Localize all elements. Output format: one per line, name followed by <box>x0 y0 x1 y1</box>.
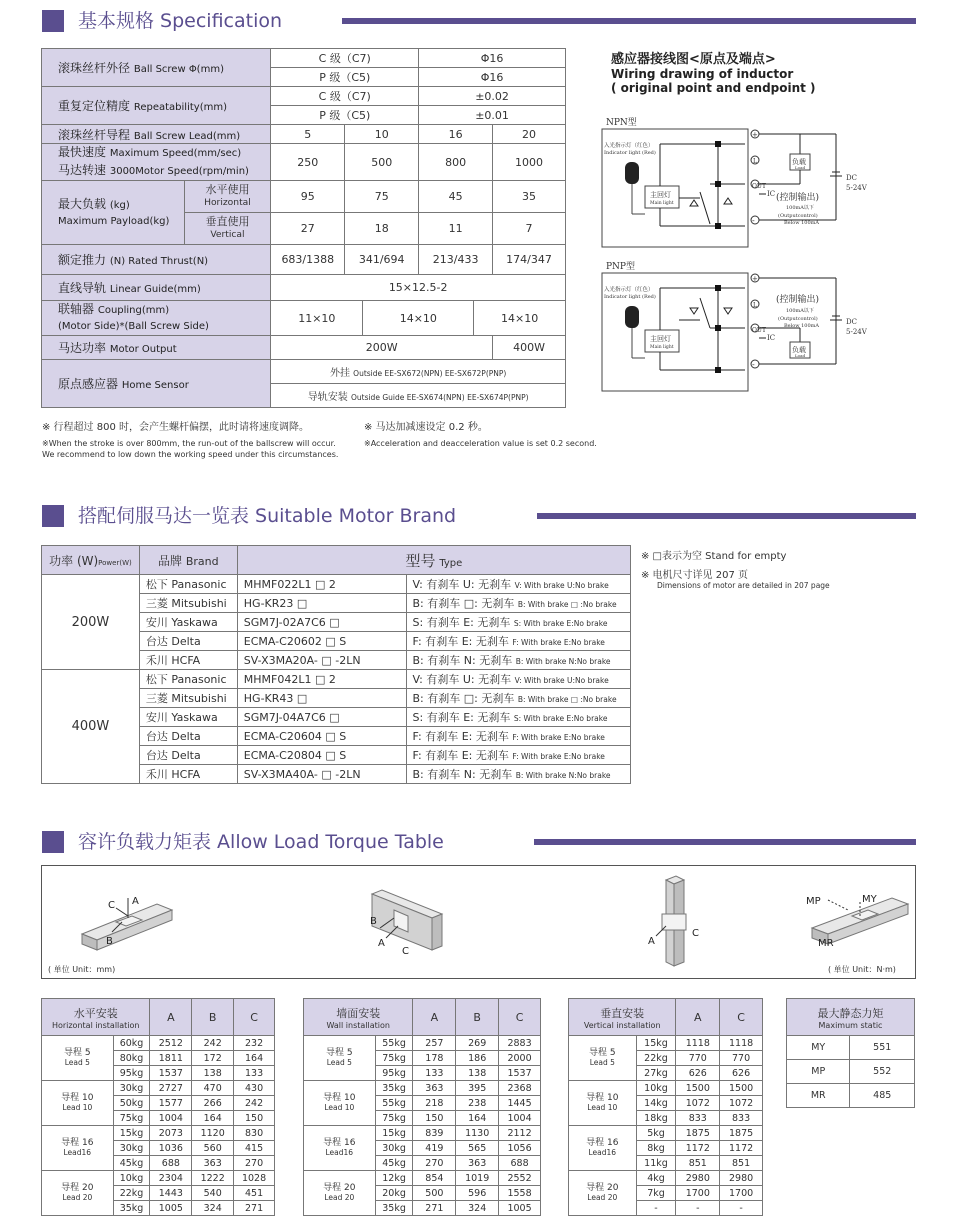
torque-value: 242 <box>192 1036 234 1051</box>
torque-value: 242 <box>234 1096 275 1111</box>
load-cell: 12kg <box>375 1171 413 1186</box>
torque-value: 1120 <box>192 1126 234 1141</box>
svg-text:MP: MP <box>806 896 821 907</box>
brand-cell: 松下 Panasonic <box>139 670 237 689</box>
brake-cell: V: 有刹车 U: 无刹车 V: With brake U:No brake <box>406 670 630 689</box>
svg-text:DC: DC <box>846 318 857 326</box>
svg-text:5-24V: 5-24V <box>846 328 867 336</box>
svg-text:(Outputcontrol): (Outputcontrol) <box>778 316 818 322</box>
brake-cell: F: 有刹车 E: 无刹车 F: With brake E:No brake <box>406 632 630 651</box>
svg-text:Below 100mA: Below 100mA <box>784 220 820 226</box>
motor-section-header <box>42 505 916 535</box>
torque-value: 1875 <box>720 1126 763 1141</box>
model-cell: SGM7J-04A7C6 □ <box>237 708 406 727</box>
svg-text:Main light: Main light <box>650 201 674 206</box>
brand-header: 品牌 Brand <box>139 546 237 575</box>
torque-value: 1036 <box>150 1141 192 1156</box>
svg-text:Below 100mA: Below 100mA <box>784 323 820 329</box>
model-cell: ECMA-C20604 □ S <box>237 727 406 746</box>
torque-value: 164 <box>234 1051 275 1066</box>
lead-cell: 导程 16 Lead16 <box>42 1126 114 1171</box>
load-diagram-panel <box>41 865 916 979</box>
load-cell: 30kg <box>375 1141 413 1156</box>
svg-text:-: - <box>752 360 755 369</box>
torque-value: 1004 <box>499 1111 541 1126</box>
section-title: 搭配伺服马达一览表 Suitable Motor Brand <box>78 505 457 527</box>
svg-text:OUT: OUT <box>752 327 766 334</box>
section-marker <box>42 831 64 853</box>
brake-cell: S: 有刹车 E: 无刹车 S: With brake E:No brake <box>406 613 630 632</box>
torque-section-header <box>42 831 916 861</box>
svg-text:C: C <box>402 946 409 957</box>
svg-text:Main light: Main light <box>650 345 674 350</box>
load-cell: 75kg <box>375 1111 413 1126</box>
moment-value: 485 <box>850 1084 915 1108</box>
horizontal-label: 水平使用 Horizontal <box>184 181 271 213</box>
torque-row <box>304 1171 541 1186</box>
motor-row <box>42 670 631 689</box>
torque-value: 1072 <box>676 1096 720 1111</box>
repeatability-label: 重复定位精度 Repeatability(mm) <box>42 87 271 125</box>
guide-label: 直线导轨 Linear Guide(mm) <box>42 275 271 301</box>
brake-cell: F: 有刹车 E: 无刹车 F: With brake E:No brake <box>406 727 630 746</box>
motor-brand-table <box>41 545 631 784</box>
torque-value: 1072 <box>720 1096 763 1111</box>
torque-value: 218 <box>413 1096 456 1111</box>
torque-value: - <box>720 1201 763 1216</box>
section-title: 容许负载力矩表 Allow Load Torque Table <box>78 831 444 853</box>
torque-value: 451 <box>234 1186 275 1201</box>
torque-value: 1056 <box>499 1141 541 1156</box>
svg-text:B: B <box>370 916 377 927</box>
svg-text:MY: MY <box>862 894 877 905</box>
model-cell: HG-KR43 □ <box>237 689 406 708</box>
torque-value: 1019 <box>456 1171 499 1186</box>
svg-text:OUT: OUT <box>752 183 766 190</box>
svg-text:L: L <box>753 158 757 165</box>
torque-value: 1537 <box>150 1066 192 1081</box>
svg-text:( 单位 Unit：mm): ( 单位 Unit：mm) <box>48 965 116 974</box>
moment-value: 551 <box>850 1036 915 1060</box>
lead-cell: 导程 20 Lead 20 <box>569 1171 637 1216</box>
svg-text:入光指示灯（红色）: 入光指示灯（红色） <box>604 287 654 293</box>
torque-value: 2000 <box>499 1051 541 1066</box>
brand-cell: 三菱 Mitsubishi <box>139 594 237 613</box>
brand-cell: 松下 Panasonic <box>139 575 237 594</box>
vertical-label: 垂直使用 Vertical <box>184 213 271 245</box>
svg-text:(控制输出): (控制输出) <box>776 193 820 203</box>
load-cell: 15kg <box>375 1126 413 1141</box>
moment-name: MR <box>787 1084 850 1108</box>
torque-value: 1811 <box>150 1051 192 1066</box>
load-diagrams <box>42 866 915 978</box>
torque-value: 1222 <box>192 1171 234 1186</box>
brake-cell: B: 有刹车 □: 无刹车 B: With brake □ :No brake <box>406 594 630 613</box>
torque-value: 363 <box>413 1081 456 1096</box>
torque-value: 596 <box>456 1186 499 1201</box>
brand-cell: 安川 Yaskawa <box>139 708 237 727</box>
torque-value: 839 <box>413 1126 456 1141</box>
svg-text:B: B <box>106 936 113 947</box>
section-divider <box>534 839 916 845</box>
model-cell: HG-KR23 □ <box>237 594 406 613</box>
svg-text:Load: Load <box>795 353 806 358</box>
brand-cell: 台达 Delta <box>139 632 237 651</box>
moment-name: MP <box>787 1060 850 1084</box>
lead-cell: 导程 5 Lead 5 <box>42 1036 114 1081</box>
wall-torque-table: 墙面安装 Wall installation A B C 导程 5 Lead 5 55kg 257 269 2883 75kg 178 186 2000 95kg 133 138 1537 导程 10 Lead 10 35kg 363 395 2368 55kg 218 238 1445 75kg 150 164 1004 导程 16 Lead16 15kg 839 1130 2112 30kg 419 565 1056 45kg 270 363 688 导程 20 Lead 20 12kg 854 1019 2552 20kg 500 596 1558 35kg 271 324 1005 <box>303 998 541 1216</box>
coupling-label: 联轴器 Coupling(mm) (Motor Side)*(Ball Screw Side) <box>42 301 271 336</box>
speed-label: 最快速度 Maximum Speed(mm/sec) 马达转速 3000Motor Speed(rpm/min) <box>42 144 271 181</box>
static-row <box>787 1036 915 1060</box>
torque-value: 1118 <box>676 1036 720 1051</box>
torque-row <box>569 1171 763 1186</box>
torque-value: 540 <box>192 1186 234 1201</box>
moment-name: MY <box>787 1036 850 1060</box>
vertical-mount-illustration <box>648 876 699 966</box>
svg-text:+: + <box>752 131 758 139</box>
note-accel-en: ※Acceleration and deacceleration value is set 0.2 second. <box>364 439 597 448</box>
torque-value: 688 <box>499 1156 541 1171</box>
model-cell: MHMF022L1 □ 2 <box>237 575 406 594</box>
torque-value: 1558 <box>499 1186 541 1201</box>
static-row <box>787 1060 915 1084</box>
wiring-title: 感应器接线图<原点及端点> Wiring drawing of inductor ( original point and endpoint ) <box>611 52 816 95</box>
torque-row <box>569 1081 763 1096</box>
pnp-wiring-diagram <box>600 258 870 398</box>
load-cell: 11kg <box>636 1156 676 1171</box>
load-cell: 35kg <box>113 1201 150 1216</box>
torque-value: 271 <box>234 1201 275 1216</box>
brake-cell: B: 有刹车 N: 无刹车 B: With brake N:No brake <box>406 651 630 670</box>
lead-cell: 导程 20 Lead 20 <box>42 1171 114 1216</box>
torque-row <box>569 1126 763 1141</box>
torque-value: 1700 <box>676 1186 720 1201</box>
lead-cell: 导程 5 Lead 5 <box>569 1036 637 1081</box>
model-cell: ECMA-C20602 □ S <box>237 632 406 651</box>
brake-cell: B: 有刹车 □: 无刹车 B: With brake □ :No brake <box>406 689 630 708</box>
brake-cell: S: 有刹车 E: 无刹车 S: With brake E:No brake <box>406 708 630 727</box>
torque-value: 172 <box>192 1051 234 1066</box>
load-cell: 35kg <box>375 1081 413 1096</box>
power-cell: 200W <box>42 575 140 670</box>
torque-value: 1500 <box>720 1081 763 1096</box>
torque-value: 257 <box>413 1036 456 1051</box>
thrust-label: 额定推力 (N) Rated Thrust(N) <box>42 245 271 275</box>
torque-value: 363 <box>192 1156 234 1171</box>
wall-mount-illustration <box>370 890 442 957</box>
horizontal-torque-table: 水平安装 Horizontal installation A B C 导程 5 Lead 5 60kg 2512 242 232 80kg 1811 172 164 95kg 1537 138 133 导程 10 Lead 10 30kg 2727 470 430 50kg 1577 266 242 75kg 1004 164 150 导程 16 Lead16 15kg 2073 1120 830 30kg 1036 560 415 45kg 688 363 270 导程 20 Lead 20 10kg 2304 1222 1028 22kg 1443 540 451 35kg 1005 324 271 <box>41 998 275 1216</box>
load-cell: 15kg <box>113 1126 150 1141</box>
torque-value: 133 <box>413 1066 456 1081</box>
torque-value: 851 <box>720 1156 763 1171</box>
svg-text:MR: MR <box>818 938 834 949</box>
lead-cell: 导程 16 Lead16 <box>569 1126 637 1171</box>
svg-text:L: L <box>753 302 757 309</box>
torque-value: 2980 <box>676 1171 720 1186</box>
torque-value: 419 <box>413 1141 456 1156</box>
torque-value: 324 <box>192 1201 234 1216</box>
svg-text:A: A <box>648 936 655 947</box>
model-cell: SV-X3MA20A- □ -2LN <box>237 651 406 670</box>
model-cell: ECMA-C20804 □ S <box>237 746 406 765</box>
torque-row <box>304 1126 541 1141</box>
brake-cell: F: 有刹车 E: 无刹车 F: With brake E:No brake <box>406 746 630 765</box>
torque-value: 269 <box>456 1036 499 1051</box>
power-header: 功率 (W)Power(W) <box>42 546 140 575</box>
load-cell: 18kg <box>636 1111 676 1126</box>
torque-value: 1005 <box>150 1201 192 1216</box>
load-cell: 55kg <box>375 1096 413 1111</box>
brand-cell: 禾川 HCFA <box>139 651 237 670</box>
torque-value: 238 <box>456 1096 499 1111</box>
brand-cell: 安川 Yaskawa <box>139 613 237 632</box>
torque-value: 2512 <box>150 1036 192 1051</box>
svg-text:(控制输出): (控制输出) <box>776 295 820 305</box>
torque-value: 1005 <box>499 1201 541 1216</box>
svg-text:负载: 负载 <box>792 346 806 354</box>
torque-value: 1028 <box>234 1171 275 1186</box>
torque-value: 1537 <box>499 1066 541 1081</box>
load-cell: 30kg <box>113 1081 150 1096</box>
torque-value: 324 <box>456 1201 499 1216</box>
section-divider <box>537 513 916 519</box>
moment-illustration <box>806 894 908 949</box>
svg-text:入光指示灯（红色）: 入光指示灯（红色） <box>604 143 654 149</box>
svg-text:+: + <box>752 275 758 283</box>
load-cell: 22kg <box>636 1051 676 1066</box>
torque-value: 2980 <box>720 1171 763 1186</box>
torque-value: 833 <box>676 1111 720 1126</box>
torque-row <box>42 1126 275 1141</box>
torque-value: 770 <box>676 1051 720 1066</box>
torque-value: 688 <box>150 1156 192 1171</box>
svg-text:Load: Load <box>795 165 806 170</box>
model-cell: SGM7J-02A7C6 □ <box>237 613 406 632</box>
note-accel-cn: ※ 马达加减速设定 0.2 秒。 <box>364 422 488 433</box>
home-sensor-label: 原点感应器 Home Sensor <box>42 360 271 408</box>
torque-value: 138 <box>456 1066 499 1081</box>
npn-wiring-diagram <box>600 114 870 254</box>
torque-value: 363 <box>456 1156 499 1171</box>
torque-value: 854 <box>413 1171 456 1186</box>
lead-label: 滚珠丝杆导程 Ball Screw Lead(mm) <box>42 125 271 144</box>
note-stroke-en2: We recommend to low down the working speed under this circumstances. <box>42 450 339 459</box>
torque-value: 138 <box>192 1066 234 1081</box>
vertical-torque-table: 垂直安装 Vertical installation A C 导程 5 Lead 5 15kg 1118 1118 22kg 770 770 27kg 626 626 导程 10 Lead 10 10kg 1500 1500 14kg 1072 1072 18kg 833 833 导程 16 Lead16 5kg 1875 1875 8kg 1172 1172 11kg 851 851 导程 20 Lead 20 4kg 2980 2980 7kg 1700 1700 - - - <box>568 998 763 1216</box>
section-marker <box>42 505 64 527</box>
torque-value: 2883 <box>499 1036 541 1051</box>
torque-value: 626 <box>720 1066 763 1081</box>
note-stroke-cn: ※ 行程超过 800 时，会产生螺杆偏摆，此时请将速度调降。 <box>42 422 310 433</box>
torque-value: 1875 <box>676 1126 720 1141</box>
horizontal-mount-illustration <box>82 896 172 950</box>
svg-text:100mA以下: 100mA以下 <box>786 205 814 211</box>
load-cell: 10kg <box>113 1171 150 1186</box>
load-cell: 95kg <box>375 1066 413 1081</box>
torque-value: 186 <box>456 1051 499 1066</box>
torque-row <box>42 1171 275 1186</box>
section-divider <box>342 18 916 24</box>
torque-value: 1500 <box>676 1081 720 1096</box>
torque-value: 1577 <box>150 1096 192 1111</box>
load-cell: 50kg <box>113 1096 150 1111</box>
motor-row <box>42 575 631 594</box>
brand-cell: 三菱 Mitsubishi <box>139 689 237 708</box>
npn-label: NPN型 <box>606 118 637 128</box>
torque-value: 271 <box>413 1201 456 1216</box>
torque-value: 164 <box>192 1111 234 1126</box>
load-cell: - <box>636 1201 676 1216</box>
torque-row <box>569 1036 763 1051</box>
model-cell: SV-X3MA40A- □ -2LN <box>237 765 406 784</box>
spec-section-header <box>42 10 916 40</box>
static-moment-table: 最大静态力矩 Maximum static MY 551 MP 552 MR 485 <box>786 998 915 1108</box>
torque-row <box>42 1036 275 1051</box>
lead-cell: 导程 10 Lead 10 <box>304 1081 376 1126</box>
type-header: 型号 Type <box>237 546 630 575</box>
torque-value: 150 <box>413 1111 456 1126</box>
lead-cell: 导程 10 Lead 10 <box>42 1081 114 1126</box>
torque-value: 2727 <box>150 1081 192 1096</box>
torque-value: 133 <box>234 1066 275 1081</box>
load-cell: 15kg <box>636 1036 676 1051</box>
section-title: 基本规格 Specification <box>78 10 283 32</box>
torque-value: 2112 <box>499 1126 541 1141</box>
svg-text:DC: DC <box>846 174 857 182</box>
torque-value: 770 <box>720 1051 763 1066</box>
load-cell: 60kg <box>113 1036 150 1051</box>
load-cell: 8kg <box>636 1141 676 1156</box>
torque-value: 2552 <box>499 1171 541 1186</box>
torque-value: 2368 <box>499 1081 541 1096</box>
load-cell: 7kg <box>636 1186 676 1201</box>
svg-text:100mA以下: 100mA以下 <box>786 308 814 314</box>
torque-value: 2073 <box>150 1126 192 1141</box>
svg-text:A: A <box>132 896 139 907</box>
torque-value: 851 <box>676 1156 720 1171</box>
lead-cell: 导程 16 Lead16 <box>304 1126 376 1171</box>
lead-cell: 导程 5 Lead 5 <box>304 1036 376 1081</box>
svg-text:-: - <box>752 216 755 225</box>
torque-value: 150 <box>234 1111 275 1126</box>
svg-text:主回灯: 主回灯 <box>650 335 671 343</box>
svg-text:A: A <box>378 938 385 949</box>
load-cell: 45kg <box>113 1156 150 1171</box>
brand-cell: 禾川 HCFA <box>139 765 237 784</box>
load-cell: 80kg <box>113 1051 150 1066</box>
load-cell: 5kg <box>636 1126 676 1141</box>
load-cell: 55kg <box>375 1036 413 1051</box>
load-cell: 30kg <box>113 1141 150 1156</box>
load-cell: 4kg <box>636 1171 676 1186</box>
torque-value: 1172 <box>676 1141 720 1156</box>
power-cell: 400W <box>42 670 140 784</box>
torque-row <box>42 1081 275 1096</box>
svg-text:Indicator light (Red): Indicator light (Red) <box>604 150 656 156</box>
spec-table: 滚珠丝杆外径 Ball Screw Φ(mm) C 级（C7) Φ16 P 级（C5) Φ16 重复定位精度 Repeatability(mm) C 级（C7) ±0.02 P 级（C5) ±0.01 滚珠丝杆导程 Ball Screw Lead(mm) 5 10 16 20 最快速度 Maximum Speed(mm/sec) 马达转速 3000Motor Speed(rpm/min) 250 500 800 1000 最大负载 (kg) Maximum Payload(kg) 水平使用 Horizontal 95 75 45 35 垂直使用 Vertical 27 18 11 7 额定推力 (N) Rated Thrust(N) 683/1388 341/694 213/433 174/347 直线导轨 Linear Guide(mm) 15×12.5-2 联轴器 Coupling(mm) (Motor Side)*(Ball Screw Side) 11×10 14×10 14×10 马达功率 Motor Output 200W 400W 原点感应器 Home Sensor 外挂 Outside EE-SX672(NPN) EE-SX672P(PNP) 导轨安装 Outside Guide EE-SX674(NPN) EE-SX674P(PNP) <box>41 48 566 408</box>
section-marker <box>42 10 64 32</box>
torque-value: 395 <box>456 1081 499 1096</box>
svg-text:( 单位 Unit：N·m): ( 单位 Unit：N·m) <box>828 965 896 974</box>
pnp-label: PNP型 <box>606 262 635 272</box>
brand-cell: 台达 Delta <box>139 727 237 746</box>
torque-value: 1004 <box>150 1111 192 1126</box>
torque-value: 470 <box>192 1081 234 1096</box>
svg-text:C: C <box>692 928 699 939</box>
payload-label: 最大负载 (kg) Maximum Payload(kg) <box>42 181 185 245</box>
load-cell: 22kg <box>113 1186 150 1201</box>
load-cell: 20kg <box>375 1186 413 1201</box>
static-row <box>787 1084 915 1108</box>
svg-text:负载: 负载 <box>792 158 806 166</box>
torque-value: 232 <box>234 1036 275 1051</box>
torque-value: 830 <box>234 1126 275 1141</box>
load-cell: 75kg <box>113 1111 150 1126</box>
torque-value: 1445 <box>499 1096 541 1111</box>
svg-text:IC: IC <box>767 334 776 342</box>
torque-value: 178 <box>413 1051 456 1066</box>
load-cell: 35kg <box>375 1201 413 1216</box>
torque-value: 1130 <box>456 1126 499 1141</box>
torque-value: 500 <box>413 1186 456 1201</box>
brake-cell: B: 有刹车 N: 无刹车 B: With brake N:No brake <box>406 765 630 784</box>
torque-value: 164 <box>456 1111 499 1126</box>
motor-output-label: 马达功率 Motor Output <box>42 336 271 360</box>
svg-text:Indicator light (Red): Indicator light (Red) <box>604 294 656 300</box>
lead-cell: 导程 10 Lead 10 <box>569 1081 637 1126</box>
brand-cell: 台达 Delta <box>139 746 237 765</box>
load-cell: 27kg <box>636 1066 676 1081</box>
svg-text:主回灯: 主回灯 <box>650 191 671 199</box>
lead-cell: 导程 20 Lead 20 <box>304 1171 376 1216</box>
moment-value: 552 <box>850 1060 915 1084</box>
torque-value: 626 <box>676 1066 720 1081</box>
torque-value: 565 <box>456 1141 499 1156</box>
torque-value: 1172 <box>720 1141 763 1156</box>
ball-screw-label: 滚珠丝杆外径 Ball Screw Φ(mm) <box>42 49 271 87</box>
torque-value: 1700 <box>720 1186 763 1201</box>
torque-value: 266 <box>192 1096 234 1111</box>
svg-text:C: C <box>108 900 115 911</box>
load-cell: 14kg <box>636 1096 676 1111</box>
torque-value: - <box>676 1201 720 1216</box>
svg-text:IC: IC <box>767 190 776 198</box>
model-cell: MHMF042L1 □ 2 <box>237 670 406 689</box>
load-cell: 45kg <box>375 1156 413 1171</box>
torque-value: 833 <box>720 1111 763 1126</box>
load-cell: 10kg <box>636 1081 676 1096</box>
torque-value: 270 <box>413 1156 456 1171</box>
torque-value: 560 <box>192 1141 234 1156</box>
torque-row <box>304 1081 541 1096</box>
note-stroke-en1: ※When the stroke is over 800mm, the run-out of the ballscrew will occur. <box>42 439 336 448</box>
load-cell: 95kg <box>113 1066 150 1081</box>
svg-text:5-24V: 5-24V <box>846 184 867 192</box>
svg-text:(Outputcontrol): (Outputcontrol) <box>778 213 818 219</box>
torque-value: 2304 <box>150 1171 192 1186</box>
torque-value: 430 <box>234 1081 275 1096</box>
motor-notes: ※ □表示为空 Stand for empty ※ 电机尺寸详见 207 页 Dimensions of motor are detailed in 207 page <box>641 551 830 590</box>
load-cell: 75kg <box>375 1051 413 1066</box>
brake-cell: V: 有刹车 U: 无刹车 V: With brake U:No brake <box>406 575 630 594</box>
torque-value: 415 <box>234 1141 275 1156</box>
torque-value: 1443 <box>150 1186 192 1201</box>
torque-value: 270 <box>234 1156 275 1171</box>
torque-value: 1118 <box>720 1036 763 1051</box>
torque-row <box>304 1036 541 1051</box>
